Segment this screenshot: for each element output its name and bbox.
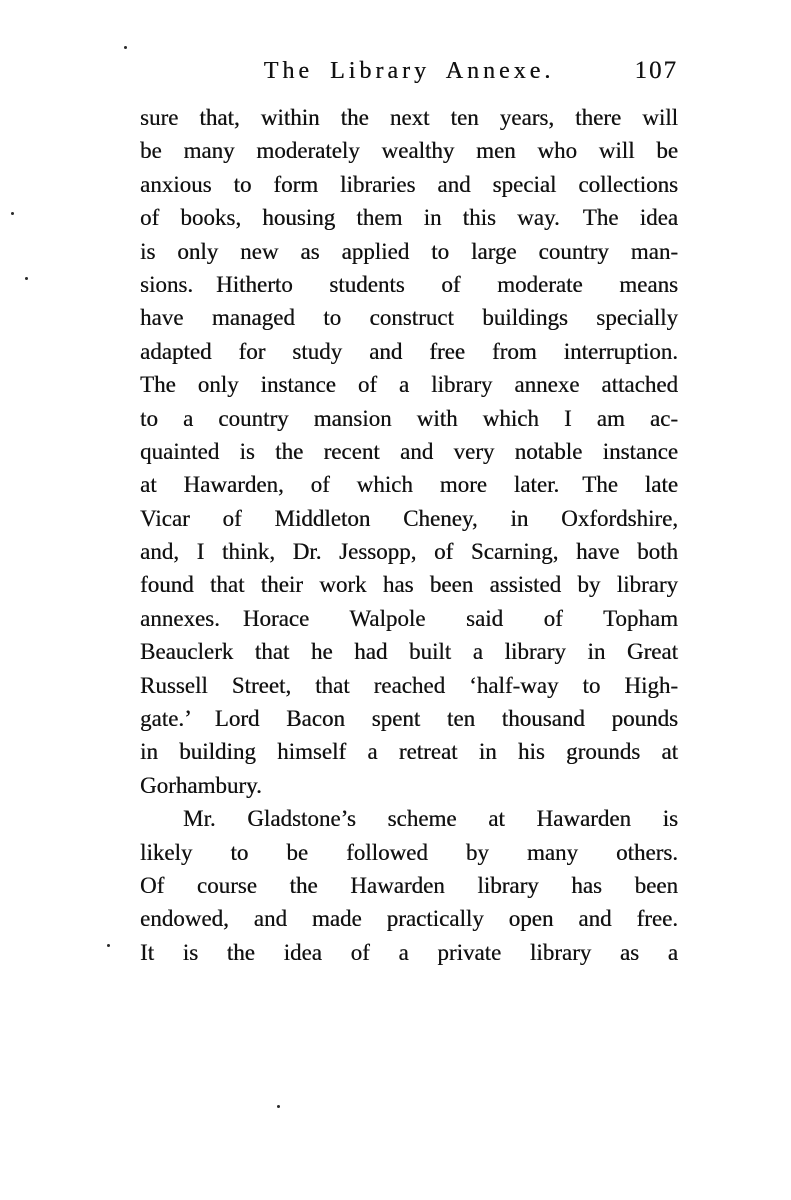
text-line: adapted for study and free from interruption. [140, 338, 678, 364]
page-title: The Library Annexe. [263, 58, 555, 84]
text-line: of books, housing them in this way. The idea [140, 205, 678, 231]
text-line: to a country mansion with which I am ac- [140, 405, 678, 431]
scan-speck [124, 46, 127, 49]
text-line: be many moderately wealthy men who will be [140, 138, 678, 164]
running-header [140, 54, 678, 88]
text-line: and, I think, Dr. Jessopp, of Scarning, have both [140, 539, 678, 565]
text-line: Vicar of Middleton Cheney, in Oxfordshire, [140, 505, 678, 531]
text-line: anxious to form libraries and special collections [140, 171, 678, 197]
text-line: likely to be followed by many others. [140, 839, 678, 865]
text-line: Gorhambury. [140, 772, 262, 798]
text-line: quainted is the recent and very notable instance [140, 438, 678, 464]
text-line: annexes. Horace Walpole said of Topham [140, 605, 678, 631]
text-line: have managed to construct buildings specially [140, 305, 678, 331]
text-line: The only instance of a library annexe attached [140, 372, 678, 398]
text-line: sions. Hitherto students of moderate means [140, 271, 678, 297]
scan-speck [107, 944, 110, 947]
text-line: in building himself a retreat in his grounds at [140, 739, 678, 765]
body-text [140, 101, 678, 969]
text-line: Russell Street, that reached ‘half-way to High- [140, 672, 678, 698]
text-line: Beauclerk that he had built a library in Great [140, 639, 678, 665]
scan-speck [277, 1105, 280, 1108]
text-line-paragraph-start: Mr. Gladstone’s scheme at Hawarden is [183, 806, 678, 832]
text-line: It is the idea of a private library as a [140, 939, 678, 965]
page-number: 107 [634, 57, 678, 84]
text-line: is only new as applied to large country man- [140, 238, 678, 264]
text-line: gate.’ Lord Bacon spent ten thousand pounds [140, 706, 678, 732]
scan-speck [25, 277, 28, 280]
scan-speck [11, 212, 14, 215]
text-line: Of course the Hawarden library has been [140, 872, 678, 898]
text-line: sure that, within the next ten years, there will [140, 105, 678, 130]
text-line: endowed, and made practically open and free. [140, 906, 678, 932]
text-line: at Hawarden, of which more later. The late [140, 472, 678, 498]
text-line: found that their work has been assisted by library [140, 572, 678, 598]
